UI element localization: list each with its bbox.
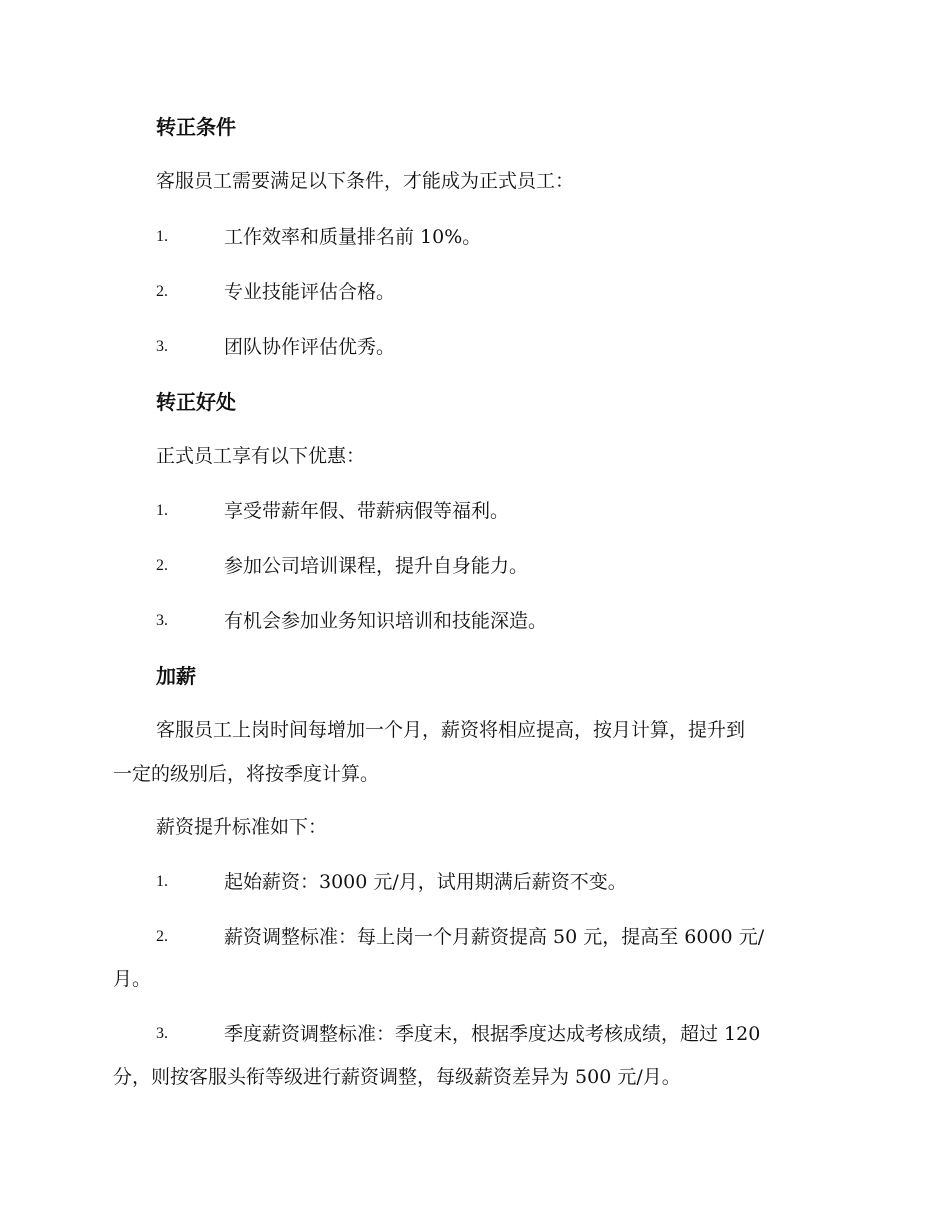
list-text: 参加公司培训课程，提升自身能力。 — [224, 555, 529, 577]
list-text: 享受带薪年假、带薪病假等福利。 — [224, 500, 510, 522]
list-text: 季度薪资调整标准：季度末，根据季度达成考核成绩，超过 120 — [224, 1023, 761, 1045]
list-number: 2. — [156, 283, 168, 300]
paragraph-line: 一定的级别后，将按季度计算。 — [113, 763, 380, 785]
paragraph-line: 客服员工上岗时间每增加一个月，薪资将相应提高，按月计算，提升到 — [156, 719, 746, 741]
list-item — [0, 869, 950, 895]
list-text: 专业技能评估合格。 — [224, 281, 396, 303]
list-text: 有机会参加业务知识培训和技能深造。 — [224, 610, 548, 632]
list-text: 工作效率和质量排名前 10%。 — [224, 226, 482, 248]
section-heading-regularization-benefits: 转正好处 — [156, 390, 236, 414]
section-intro: 薪资提升标准如下： — [156, 816, 328, 838]
list-item — [0, 498, 950, 524]
list-number: 3. — [156, 612, 168, 629]
list-item — [0, 608, 950, 634]
section-intro: 客服员工需要满足以下条件，才能成为正式员工： — [156, 170, 575, 192]
list-item — [0, 553, 950, 579]
section-heading-salary-increase: 加薪 — [156, 664, 196, 688]
list-text: 团队协作评估优秀。 — [224, 336, 396, 358]
list-item — [0, 924, 950, 950]
list-text: 起始薪资：3000 元/月，试用期满后薪资不变。 — [224, 871, 627, 893]
list-number: 1. — [156, 228, 168, 245]
list-number: 1. — [156, 873, 168, 890]
list-item — [0, 279, 950, 305]
list-item — [0, 224, 950, 250]
section-intro: 正式员工享有以下优惠： — [156, 445, 366, 467]
list-number: 1. — [156, 502, 168, 519]
list-text-continuation: 分，则按客服头衔等级进行薪资调整，每级薪资差异为 500 元/月。 — [113, 1066, 681, 1088]
list-number: 3. — [156, 1025, 168, 1042]
list-item — [0, 1021, 950, 1047]
list-number: 3. — [156, 338, 168, 355]
list-text: 薪资调整标准：每上岗一个月薪资提高 50 元，提高至 6000 元/ — [224, 926, 765, 948]
list-text-continuation: 月。 — [113, 968, 152, 990]
list-number: 2. — [156, 928, 168, 945]
list-number: 2. — [156, 557, 168, 574]
section-heading-probation-conditions: 转正条件 — [156, 115, 236, 139]
list-item — [0, 334, 950, 360]
